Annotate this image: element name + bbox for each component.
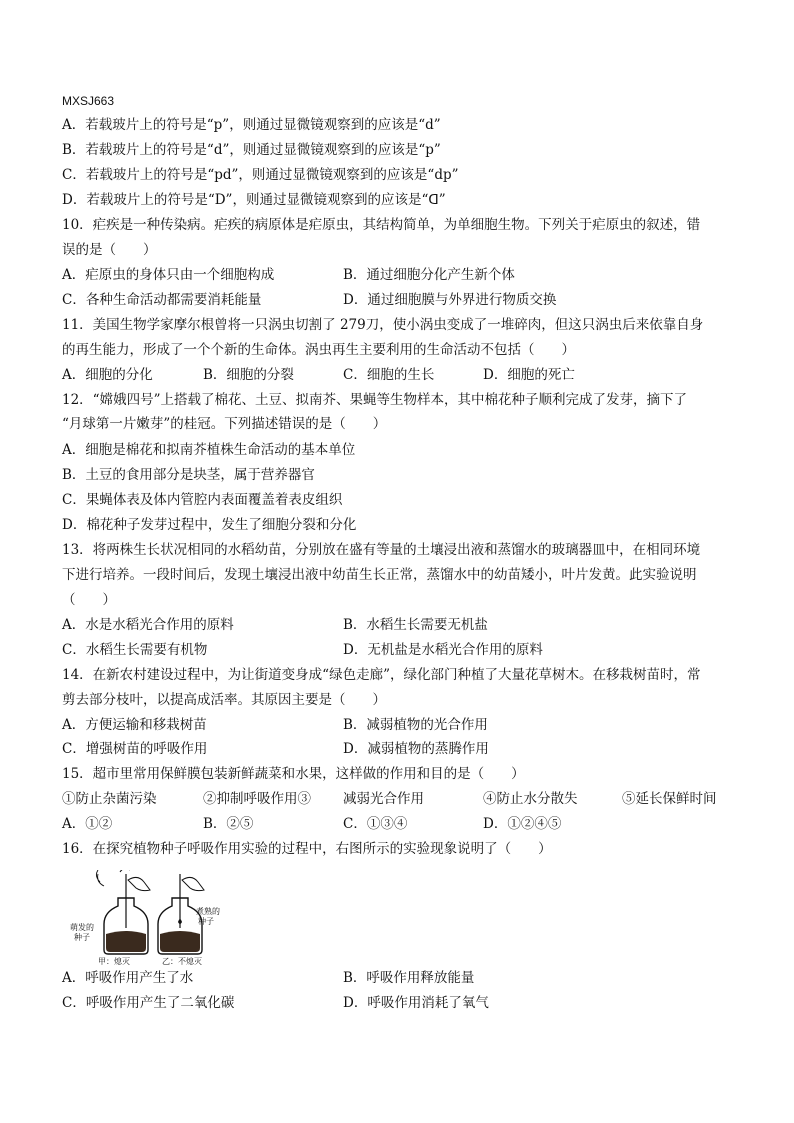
q13-option-c: C．水稻生长需要有机物 — [62, 642, 208, 658]
q9-option-d: D．若载玻片上的符号是“D”，则通过显微镜观察到的应该是“ᗡ” — [62, 192, 446, 208]
caption-jar-b: 乙：不熄灭 — [162, 957, 202, 966]
q10-option-d: D．通过细胞膜与外界进行物质交换 — [343, 292, 557, 308]
q16-option-d: D．呼吸作用消耗了氧气 — [343, 995, 489, 1011]
label-germinating-1: 萌发的 — [70, 923, 94, 932]
q13-option-a: A．水是水稻光合作用的原料 — [62, 617, 234, 633]
q12-option-b: B．土豆的食用部分是块茎，属于营养器官 — [62, 467, 315, 483]
q11-stem-line1: 11．美国生物学家摩尔根曾将一只涡虫切割了 279刀，使小涡虫变成了一堆碎肉，但这只涡虫后来依靠自身 — [62, 317, 704, 333]
q12-stem-line1: 12．“嫦娥四号”上搭载了棉花、土豆、拟南芥、果蝇等生物样本，其中棉花种子顺利完成了发芽，摘下了 — [62, 392, 687, 408]
label-germinating-2: 种子 — [74, 933, 90, 942]
q10-option-b: B．通过细胞分化产生新个体 — [343, 267, 515, 283]
hand-right — [182, 877, 204, 890]
caption-jar-a: 甲：熄灭 — [98, 957, 130, 966]
q15-option-a: A．①② — [62, 816, 113, 832]
q14-option-c: C．增强树苗的呼吸作用 — [62, 741, 208, 757]
q16-option-c: C．呼吸作用产生了二氧化碳 — [62, 995, 235, 1011]
q10-option-c: C．各种生命活动都需要消耗能量 — [62, 292, 262, 308]
q12-option-c: C．果蝇体表及体内管腔内表面覆盖着表皮组织 — [62, 492, 343, 508]
q14-option-d: D．减弱植物的蒸腾作用 — [343, 741, 489, 757]
q14-stem-line1: 14．在新农村建设过程中，为让街道变身成“绿色走廊”，绿化部门种植了大量花草树木。在移栽树苗时，常 — [62, 667, 701, 683]
q16-stem-line1: 16．在探究植物种子呼吸作用实验的过程中，右图所示的实验现象说明了（ ） — [62, 841, 552, 857]
document-code: MXSJ663 — [62, 94, 115, 108]
label-boiled-2: 种子 — [198, 917, 214, 926]
q13-option-d: D．无机盐是水稻光合作用的原料 — [343, 642, 543, 658]
q11-stem-line2: 的再生能力，形成了一个个新的生命体。涡虫再生主要利用的生命活动不包括（ ） — [62, 342, 575, 358]
flame-right — [178, 919, 182, 924]
jar-germinating-seeds — [96, 870, 150, 954]
q15-statement-5: ⑤延长保鲜时间 — [622, 791, 717, 807]
q14-option-a: A．方便运输和移栽树苗 — [62, 717, 207, 733]
q10-option-a: A．疟原虫的身体只由一个细胞构成 — [62, 267, 275, 283]
q13-option-b: B．水稻生长需要无机盐 — [343, 617, 488, 633]
label-boiled-1: 煮熟的 — [196, 907, 220, 916]
q9-option-c: C．若载玻片上的符号是“pd”，则通过显微镜观察到的应该是“dp” — [62, 167, 459, 183]
q9-option-a: A．若载玻片上的符号是“p”，则通过显微镜观察到的应该是“d” — [62, 117, 441, 133]
q15-statement-3: 减弱光合作用 — [343, 791, 424, 807]
q11-option-c: C．细胞的生长 — [343, 367, 435, 383]
q15-option-c: C．①③④ — [343, 816, 408, 832]
q14-stem-line2: 剪去部分枝叶，以提高成活率。其原因主要是（ ） — [62, 692, 386, 708]
seed-respiration-figure — [70, 870, 220, 965]
q15-stem-line1: 15．超市里常用保鲜膜包装新鲜蔬菜和水果，这样做的作用和目的是（ ） — [62, 766, 525, 782]
q10-stem-line1: 10．疟疾是一种传染病。疟疾的病原体是疟原虫，其结构简单，为单细胞生物。下列关于疟原虫的叙述，错 — [62, 217, 701, 233]
q14-option-b: B．减弱植物的光合作用 — [343, 717, 488, 733]
q11-option-a: A．细胞的分化 — [62, 367, 153, 383]
smoke-left — [96, 870, 104, 886]
q15-statement-1: ①防止杂菌污染 — [62, 791, 157, 807]
q10-stem-line2: 误的是（ ） — [62, 242, 157, 258]
q9-option-b: B．若载玻片上的符号是“d”，则通过显微镜观察到的应该是“p” — [62, 142, 441, 158]
q11-option-d: D．细胞的死亡 — [483, 367, 575, 383]
q11-option-b: B．细胞的分裂 — [203, 367, 294, 383]
q12-option-a: A．细胞是棉花和拟南芥植株生命活动的基本单位 — [62, 442, 356, 458]
q15-option-b: B．②⑤ — [203, 816, 254, 832]
q15-option-d: D．①②④⑤ — [483, 816, 562, 832]
q13-stem-line1: 13．将两株生长状况相同的水稻幼苗，分别放在盛有等量的土壤浸出液和蒸馏水的玻璃器皿中，在相同环境 — [62, 542, 701, 558]
q13-stem-line2: 下进行培养。一段时间后，发现土壤浸出液中幼苗生长正常，蒸馏水中的幼苗矮小，叶片发黄。此实验说明 — [62, 567, 697, 583]
q15-statement-4: ④防止水分散失 — [483, 791, 578, 807]
q13-stem-line3: （ ） — [62, 592, 116, 608]
q15-statement-2: ②抑制呼吸作用③ — [203, 791, 311, 807]
hand-left — [128, 877, 150, 890]
q12-stem-line2: “月球第一片嫩芽”的桂冠。下列描述错误的是（ ） — [62, 416, 387, 432]
q12-option-d: D．棉花种子发芽过程中，发生了细胞分裂和分化 — [62, 517, 357, 533]
q16-option-b: B．呼吸作用释放能量 — [343, 970, 475, 986]
q16-option-a: A．呼吸作用产生了水 — [62, 970, 194, 986]
